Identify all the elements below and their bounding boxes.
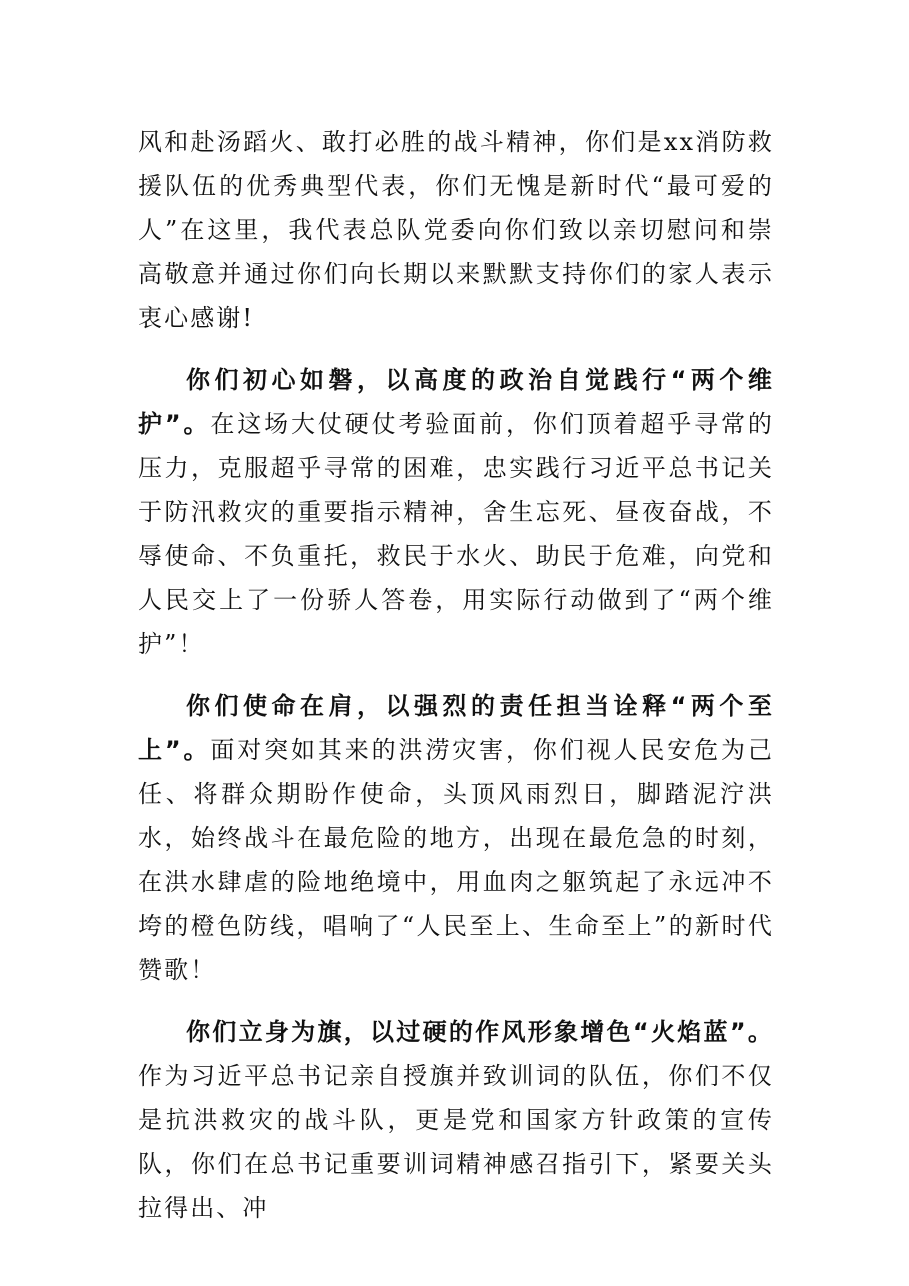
paragraph-3-lead: 你们使命在肩，以强烈的责任担当诠释“两个至上”。: [138, 692, 774, 764]
paragraph-3: [138, 684, 774, 992]
paragraph-3-body: 面对突如其来的洪涝灾害，你们视人民安危为己任、将群众期盼作使命，头顶风雨烈日，脚踏泥泞洪水，始终战斗在最危险的地方，出现在最危急的时刻，在洪水肆虐的险地绝境中，用血肉之躯筑起了永远冲不垮的橙色防线，唱响了“人民至上、生命至上”的新时代赞歌！: [138, 736, 774, 984]
paragraph-2: [138, 358, 774, 666]
paragraph-4-lead: 你们立身为旗，以过硬的作风形象增色“火焰蓝”。: [186, 1018, 774, 1046]
document-page: [138, 120, 774, 1248]
paragraph-1-body: 风和赴汤蹈火、敢打必胜的战斗精神，你们是xx消防救援队伍的优秀典型代表，你们无愧是新时代“最可爱的人”在这里，我代表总队党委向你们致以亲切慰问和崇高敬意并通过你们向长期以来默默支持你们的家人表示衷心感谢!: [138, 128, 774, 332]
paragraph-2-lead: 你们初心如磐，以高度的政治自觉践行“两个维护”。: [138, 366, 774, 438]
paragraph-1: [138, 120, 774, 340]
paragraph-4-body: 作为习近平总书记亲自授旗并致训词的队伍，你们不仅是抗洪救灾的战斗队，更是党和国家方针政策的宣传队，你们在总书记重要训词精神感召指引下，紧要关头拉得出、冲: [138, 1062, 774, 1222]
paragraph-2-body: 在这场大仗硬仗考验面前，你们顶着超乎寻常的压力，克服超乎寻常的困难，忠实践行习近平总书记关于防汛救灾的重要指示精神，舍生忘死、昼夜奋战，不辱使命、不负重托，救民于水火、助民于危难，向党和人民交上了一份骄人答卷，用实际行动做到了“两个维护”！: [138, 410, 774, 658]
paragraph-4: [138, 1010, 774, 1230]
